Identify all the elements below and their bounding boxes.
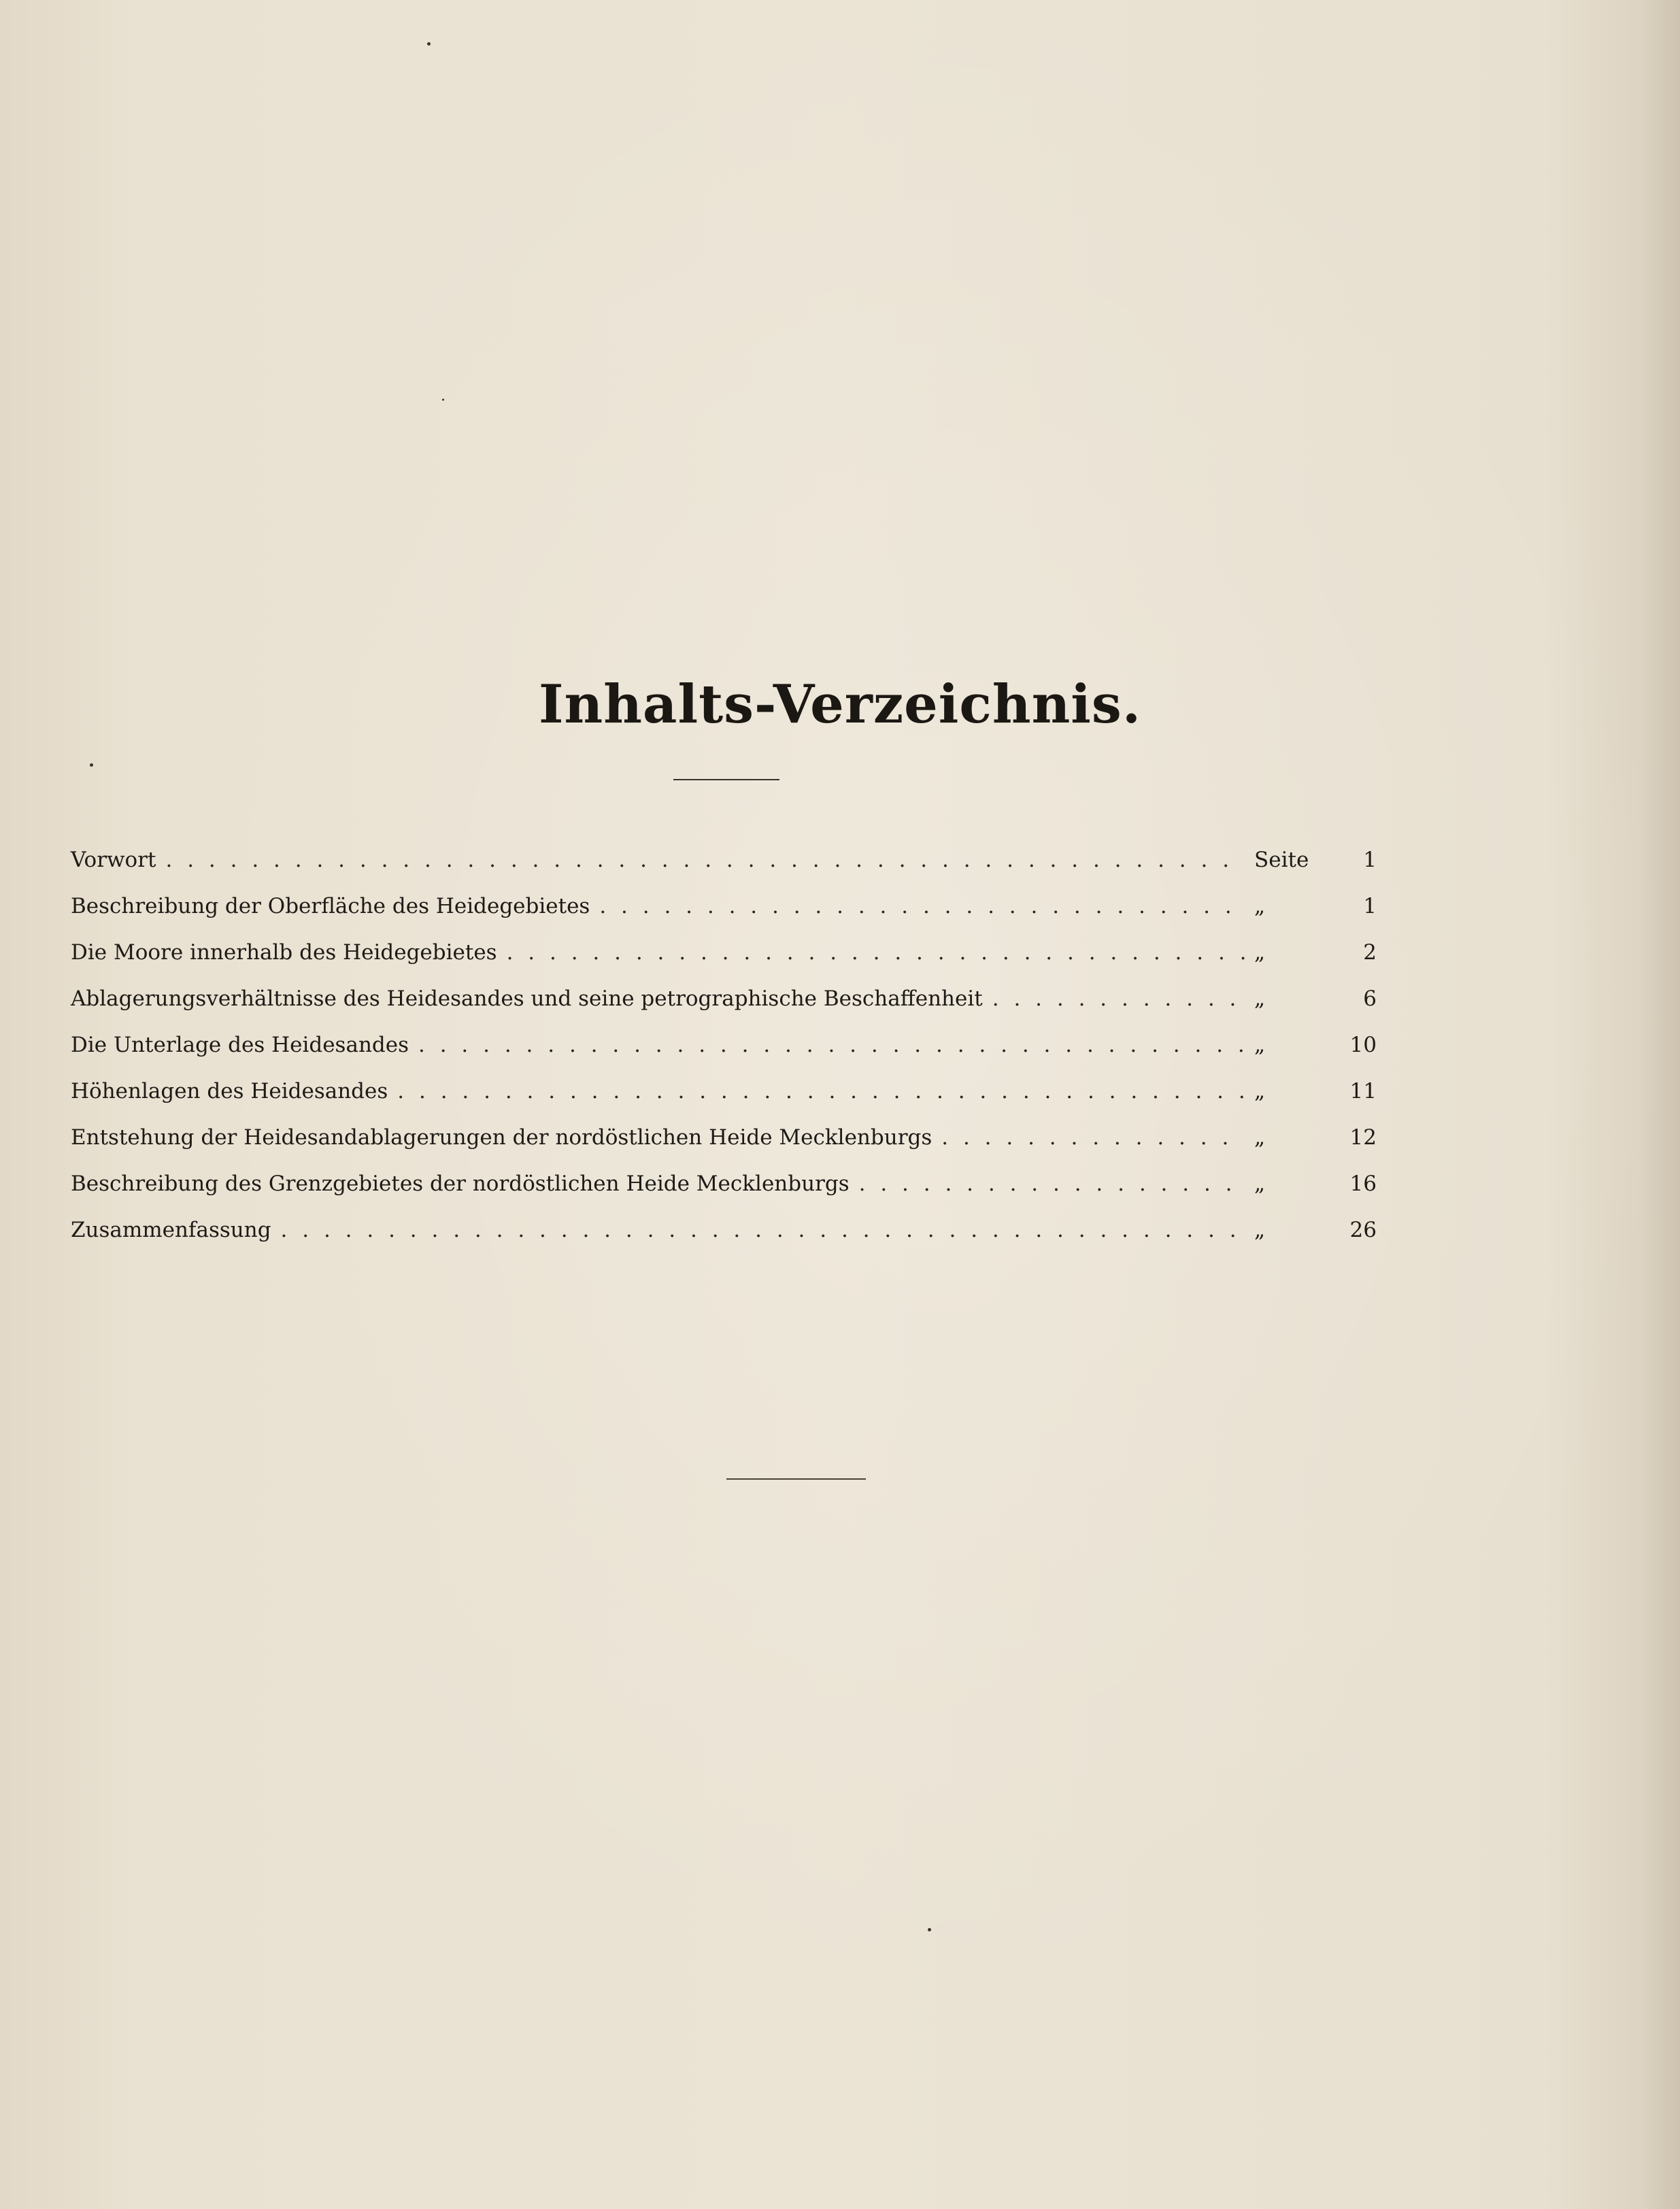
toc-leader-dots [281, 1207, 1245, 1253]
toc-leader-dots [941, 1114, 1245, 1161]
toc-entry-label: Beschreibung der Oberfläche des Heidegebietes [71, 894, 590, 918]
toc-leader-dots [166, 837, 1245, 883]
toc-leader-dots [507, 929, 1245, 976]
toc-entry-entstehung [71, 1114, 1377, 1161]
toc-page-marker: „ [1254, 1218, 1266, 1242]
toc-page-number: 1 [1363, 848, 1377, 872]
toc-entry-label: Die Unterlage des Heidesandes [71, 1033, 409, 1057]
bottom-divider [726, 1478, 866, 1480]
toc-page-marker: „ [1254, 894, 1266, 918]
toc-entry-label: Entstehung der Heidesandablagerungen der nordöstlichen Heide Mecklenburgs [71, 1125, 933, 1150]
toc-page-number: 10 [1349, 1033, 1377, 1057]
toc-page-marker: „ [1254, 986, 1266, 1011]
toc-entry-label: Zusammenfassung [71, 1218, 271, 1242]
toc-page-marker: Seite [1254, 848, 1309, 872]
toc-leader-dots [599, 883, 1245, 929]
toc-leader-dots [397, 1068, 1245, 1114]
toc-entry-label: Vorwort [71, 848, 156, 872]
page-title: Inhalts-Verzeichnis. [539, 674, 1141, 735]
toc-entry-label: Ablagerungsverhältnisse des Heidesandes und seine petrographische Beschaffenheit [71, 986, 983, 1011]
toc-entry-beschreibung-oberflaeche [71, 883, 1377, 929]
toc-page-marker: „ [1254, 1033, 1266, 1057]
toc-entry-moore [71, 929, 1377, 976]
ink-speck [928, 1928, 931, 1931]
toc-page-marker: „ [1254, 1172, 1266, 1196]
toc-page-marker: „ [1254, 940, 1266, 965]
title-divider [673, 779, 779, 780]
toc-page-number: 1 [1363, 894, 1377, 918]
toc-entry-ablagerungsverhaeltnisse [71, 976, 1377, 1022]
toc-page-marker: „ [1254, 1125, 1266, 1150]
toc-page-number: 16 [1349, 1172, 1377, 1196]
toc-entry-vorwort [71, 837, 1377, 883]
toc-page-number: 6 [1363, 986, 1377, 1011]
toc-entry-grenzgebiet [71, 1161, 1377, 1207]
toc-entry-unterlage [71, 1022, 1377, 1068]
toc-leader-dots [418, 1022, 1245, 1068]
toc-page-number: 2 [1363, 940, 1377, 965]
toc-page-marker: „ [1254, 1079, 1266, 1103]
toc-entry-hoehenlagen [71, 1068, 1377, 1114]
toc-entry-label: Die Moore innerhalb des Heidegebietes [71, 940, 497, 965]
ink-speck [427, 42, 431, 46]
table-of-contents [71, 837, 1377, 1253]
toc-entry-zusammenfassung [71, 1207, 1377, 1253]
toc-entry-label: Beschreibung des Grenzgebietes der nordöstlichen Heide Mecklenburgs [71, 1172, 850, 1196]
toc-leader-dots [859, 1161, 1245, 1207]
ink-speck [442, 399, 444, 401]
toc-page-number: 12 [1349, 1125, 1377, 1150]
ink-speck [90, 763, 93, 767]
toc-page-number: 11 [1349, 1079, 1377, 1103]
toc-page-number: 26 [1349, 1218, 1377, 1242]
toc-leader-dots [992, 976, 1245, 1022]
toc-entry-label: Höhenlagen des Heidesandes [71, 1079, 388, 1103]
